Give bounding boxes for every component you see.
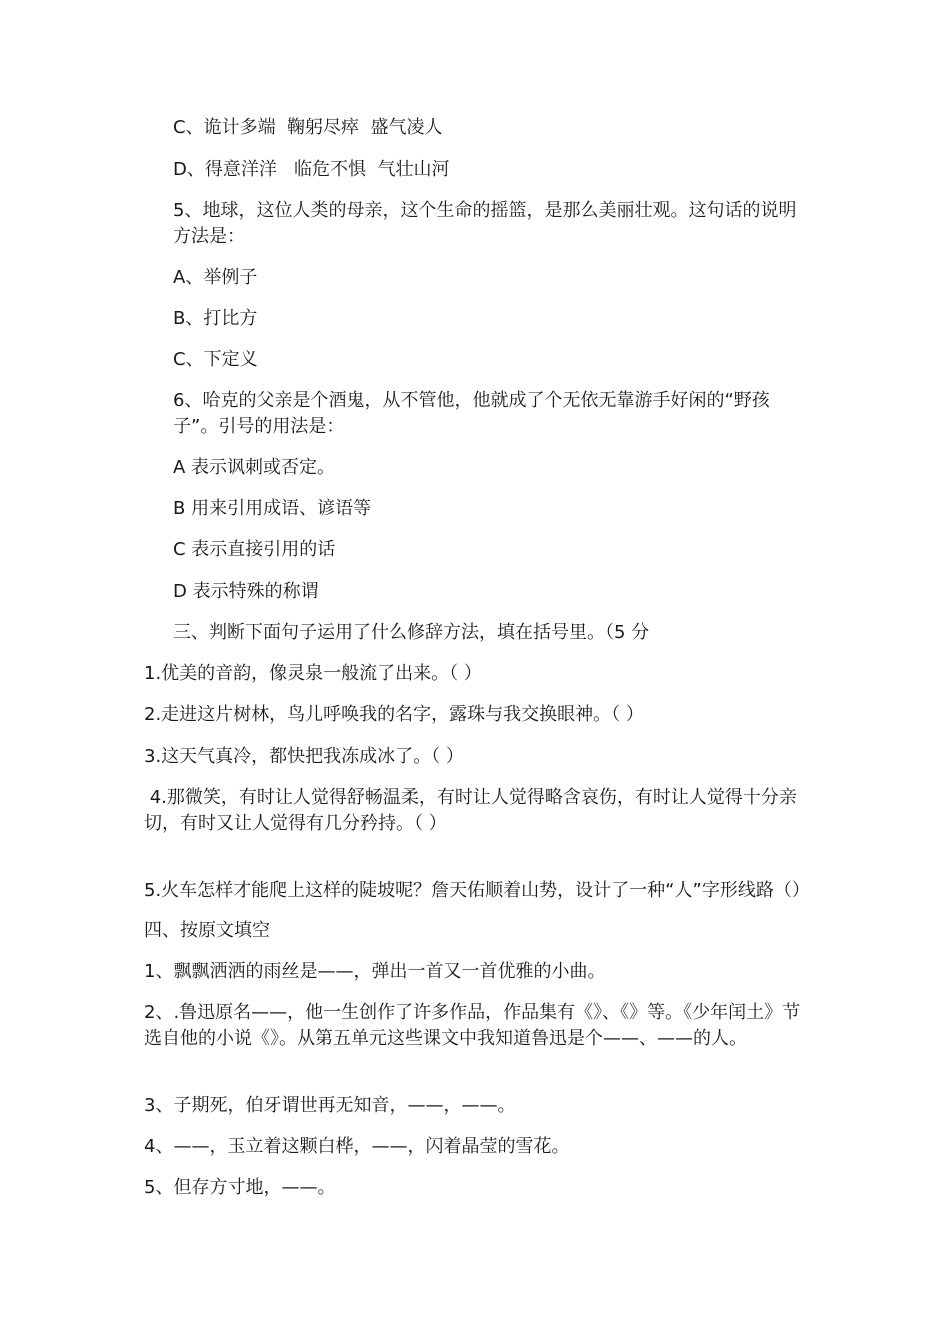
rhetoric-item-4: 4.那微笑，有时让人觉得舒畅温柔，有时让人觉得略含哀伤，有时让人觉得十分亲切，有时又让人觉得有几分矜持。（ ） <box>144 787 797 834</box>
rhetoric-item-1: 1.优美的音韵，像灵泉一般流了出来。（ ） <box>144 663 482 684</box>
option-b-quote: B 用来引用成语、谚语等 <box>173 498 372 519</box>
section-3-heading: 三、判断下面句子运用了什么修辞方法，填在括号里。（5 分 <box>173 622 650 643</box>
option-c-definition: C、下定义 <box>173 349 258 370</box>
option-d-idioms: D、得意洋洋 临危不惧 气壮山河 <box>173 159 450 180</box>
fill-item-3: 3、子期死，伯牙谓世再无知音，——，——。 <box>144 1095 516 1116</box>
fill-item-5: 5、但存方寸地，——。 <box>144 1177 336 1198</box>
rhetoric-item-2: 2.走进这片树林，鸟儿呼唤我的名字，露珠与我交换眼神。（ ） <box>144 704 644 725</box>
option-d-quote: D 表示特殊的称谓 <box>173 581 319 602</box>
option-c-quote: C 表示直接引用的话 <box>173 539 336 560</box>
fill-item-2: 2、.鲁迅原名——，他一生创作了许多作品，作品集有《》、《》等。《少年闰土》节选自他的小说《》。从第五单元这些课文中我知道鲁迅是个——、——的人。 <box>144 1002 801 1049</box>
question-6: 6、哈克的父亲是个酒鬼，从不管他，他就成了个无依无靠游手好闲的“野孩子”。引号的用法是： <box>173 390 770 437</box>
section-4-heading: 四、按原文填空 <box>144 920 270 941</box>
option-c-idioms: C、诡计多端 鞠躬尽瘁 盛气凌人 <box>173 117 443 138</box>
rhetoric-item-3: 3.这天气真冷，都快把我冻成冰了。（ ） <box>144 746 464 767</box>
fill-item-4: 4、——，玉立着这颗白桦，——，闪着晶莹的雪花。 <box>144 1136 570 1157</box>
fill-item-1: 1、飘飘洒洒的雨丝是——，弹出一首又一首优雅的小曲。 <box>144 961 606 982</box>
rhetoric-item-5: 5.火车怎样才能爬上这样的陡坡呢？詹天佑顺着山势，设计了一种“人”字形线路（） <box>144 854 810 901</box>
option-b-analogy: B、打比方 <box>173 308 258 329</box>
option-a-quote: A 表示讽刺或否定。 <box>173 457 336 478</box>
option-a-example: A、举例子 <box>173 267 258 288</box>
question-5: 5、地球，这位人类的母亲，这个生命的摇篮，是那么美丽壮观。这句话的说明方法是： <box>173 200 797 247</box>
